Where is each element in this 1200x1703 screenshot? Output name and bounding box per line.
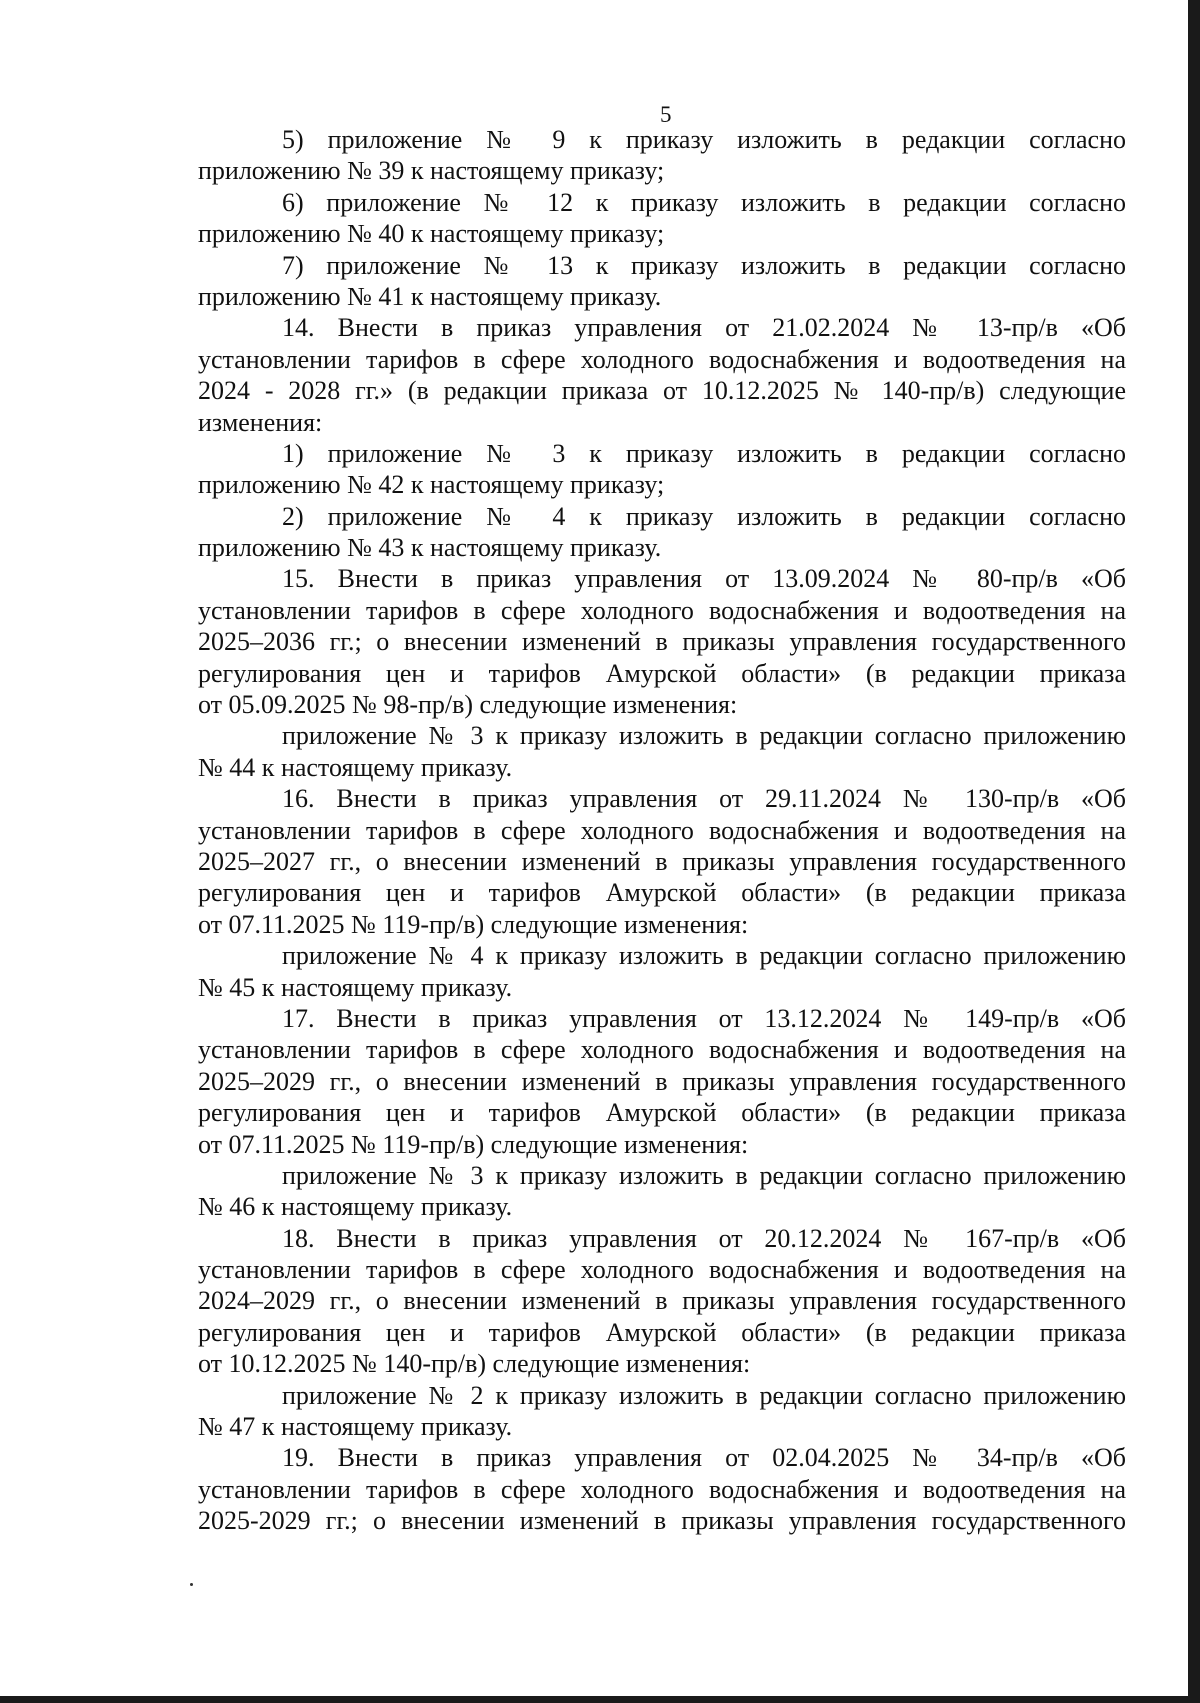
text-line: № 44 к настоящему приказу. — [198, 752, 513, 782]
text-line: приложению № 39 к настоящему приказу; — [198, 156, 665, 186]
text-line: от 10.12.2025 № 140-пр/в) следующие изменения: — [198, 1349, 751, 1379]
text-line: 2024 - 2028 гг.» (в редакции приказа от 10.12.2025 № 140-пр/в) следующие — [198, 376, 1126, 406]
text-line: 2025-2029 гг.; о внесении изменений в приказы управления государственного — [198, 1506, 1126, 1536]
text-line: № 47 к настоящему приказу. — [198, 1412, 513, 1442]
text-line: 17. Внести в приказ управления от 13.12.2024 № 149-пр/в «Об — [282, 1003, 1126, 1033]
text-line: 18. Внести в приказ управления от 20.12.2024 № 167-пр/в «Об — [282, 1223, 1126, 1253]
text-line: 5) приложение № 9 к приказу изложить в редакции согласно — [282, 125, 1126, 154]
text-line: № 45 к настоящему приказу. — [198, 972, 513, 1002]
scan-border-right — [1188, 0, 1200, 1703]
text-line: регулирования цен и тарифов Амурской области» (в редакции приказа — [198, 1098, 1126, 1128]
text-line: 7) приложение № 13 к приказу изложить в редакции согласно — [282, 250, 1126, 280]
text-line: установлении тарифов в сфере холодного водоснабжения и водоотведения на — [198, 344, 1126, 374]
text-line: приложение № 3 к приказу изложить в редакции согласно приложению — [282, 1160, 1126, 1190]
text-line: установлении тарифов в сфере холодного водоснабжения и водоотведения на — [198, 815, 1126, 845]
text-line: установлении тарифов в сфере холодного водоснабжения и водоотведения на — [198, 595, 1126, 625]
text-line: № 46 к настоящему приказу. — [198, 1192, 513, 1222]
text-line: установлении тарифов в сфере холодного водоснабжения и водоотведения на — [198, 1474, 1126, 1504]
text-line: регулирования цен и тарифов Амурской области» (в редакции приказа — [198, 658, 1126, 688]
text-line: 15. Внести в приказ управления от 13.09.2024 № 80-пр/в «Об — [282, 564, 1126, 594]
text-line: 2024–2029 гг., о внесении изменений в приказы управления государственного — [198, 1286, 1126, 1316]
scan-speck — [190, 1583, 193, 1586]
text-line: 14. Внести в приказ управления от 21.02.2024 № 13-пр/в «Об — [282, 313, 1126, 343]
text-line: приложению № 40 к настоящему приказу; — [198, 219, 665, 249]
text-line: регулирования цен и тарифов Амурской области» (в редакции приказа — [198, 878, 1126, 908]
text-line: 6) приложение № 12 к приказу изложить в редакции согласно — [282, 187, 1126, 217]
text-line: установлении тарифов в сфере холодного водоснабжения и водоотведения на — [198, 1255, 1126, 1285]
text-line: установлении тарифов в сфере холодного водоснабжения и водоотведения на — [198, 1035, 1126, 1065]
page-number: 5 — [660, 102, 672, 127]
text-line: приложению № 43 к настоящему приказу. — [198, 533, 662, 563]
text-line: от 07.11.2025 № 119-пр/в) следующие изменения: — [198, 909, 749, 939]
text-line: 2) приложение № 4 к приказу изложить в редакции согласно — [282, 501, 1126, 531]
document-body — [198, 124, 1126, 1537]
text-line: от 07.11.2025 № 119-пр/в) следующие изменения: — [198, 1129, 749, 1159]
text-line: приложение № 4 к приказу изложить в редакции согласно приложению — [282, 941, 1126, 971]
text-line: 19. Внести в приказ управления от 02.04.2025 № 34-пр/в «Об — [282, 1443, 1126, 1473]
text-line: приложению № 42 к настоящему приказу; — [198, 470, 665, 500]
scan-border-bottom — [0, 1696, 1200, 1703]
text-line: 2025–2027 гг., о внесении изменений в приказы управления государственного — [198, 846, 1126, 876]
text-line: приложение № 2 к приказу изложить в редакции согласно приложению — [282, 1380, 1126, 1410]
text-line: 2025–2036 гг.; о внесении изменений в приказы управления государственного — [198, 627, 1126, 657]
text-line: приложение № 3 к приказу изложить в редакции согласно приложению — [282, 721, 1126, 751]
text-line: изменения: — [198, 407, 323, 437]
text-line: 16. Внести в приказ управления от 29.11.2024 № 130-пр/в «Об — [282, 784, 1126, 814]
text-line: приложению № 41 к настоящему приказу. — [198, 281, 662, 311]
text-line: от 05.09.2025 № 98-пр/в) следующие изменения: — [198, 690, 738, 720]
text-line: 2025–2029 гг., о внесении изменений в приказы управления государственного — [198, 1066, 1126, 1096]
text-line: регулирования цен и тарифов Амурской области» (в редакции приказа — [198, 1317, 1126, 1347]
text-line: 1) приложение № 3 к приказу изложить в редакции согласно — [282, 438, 1126, 468]
